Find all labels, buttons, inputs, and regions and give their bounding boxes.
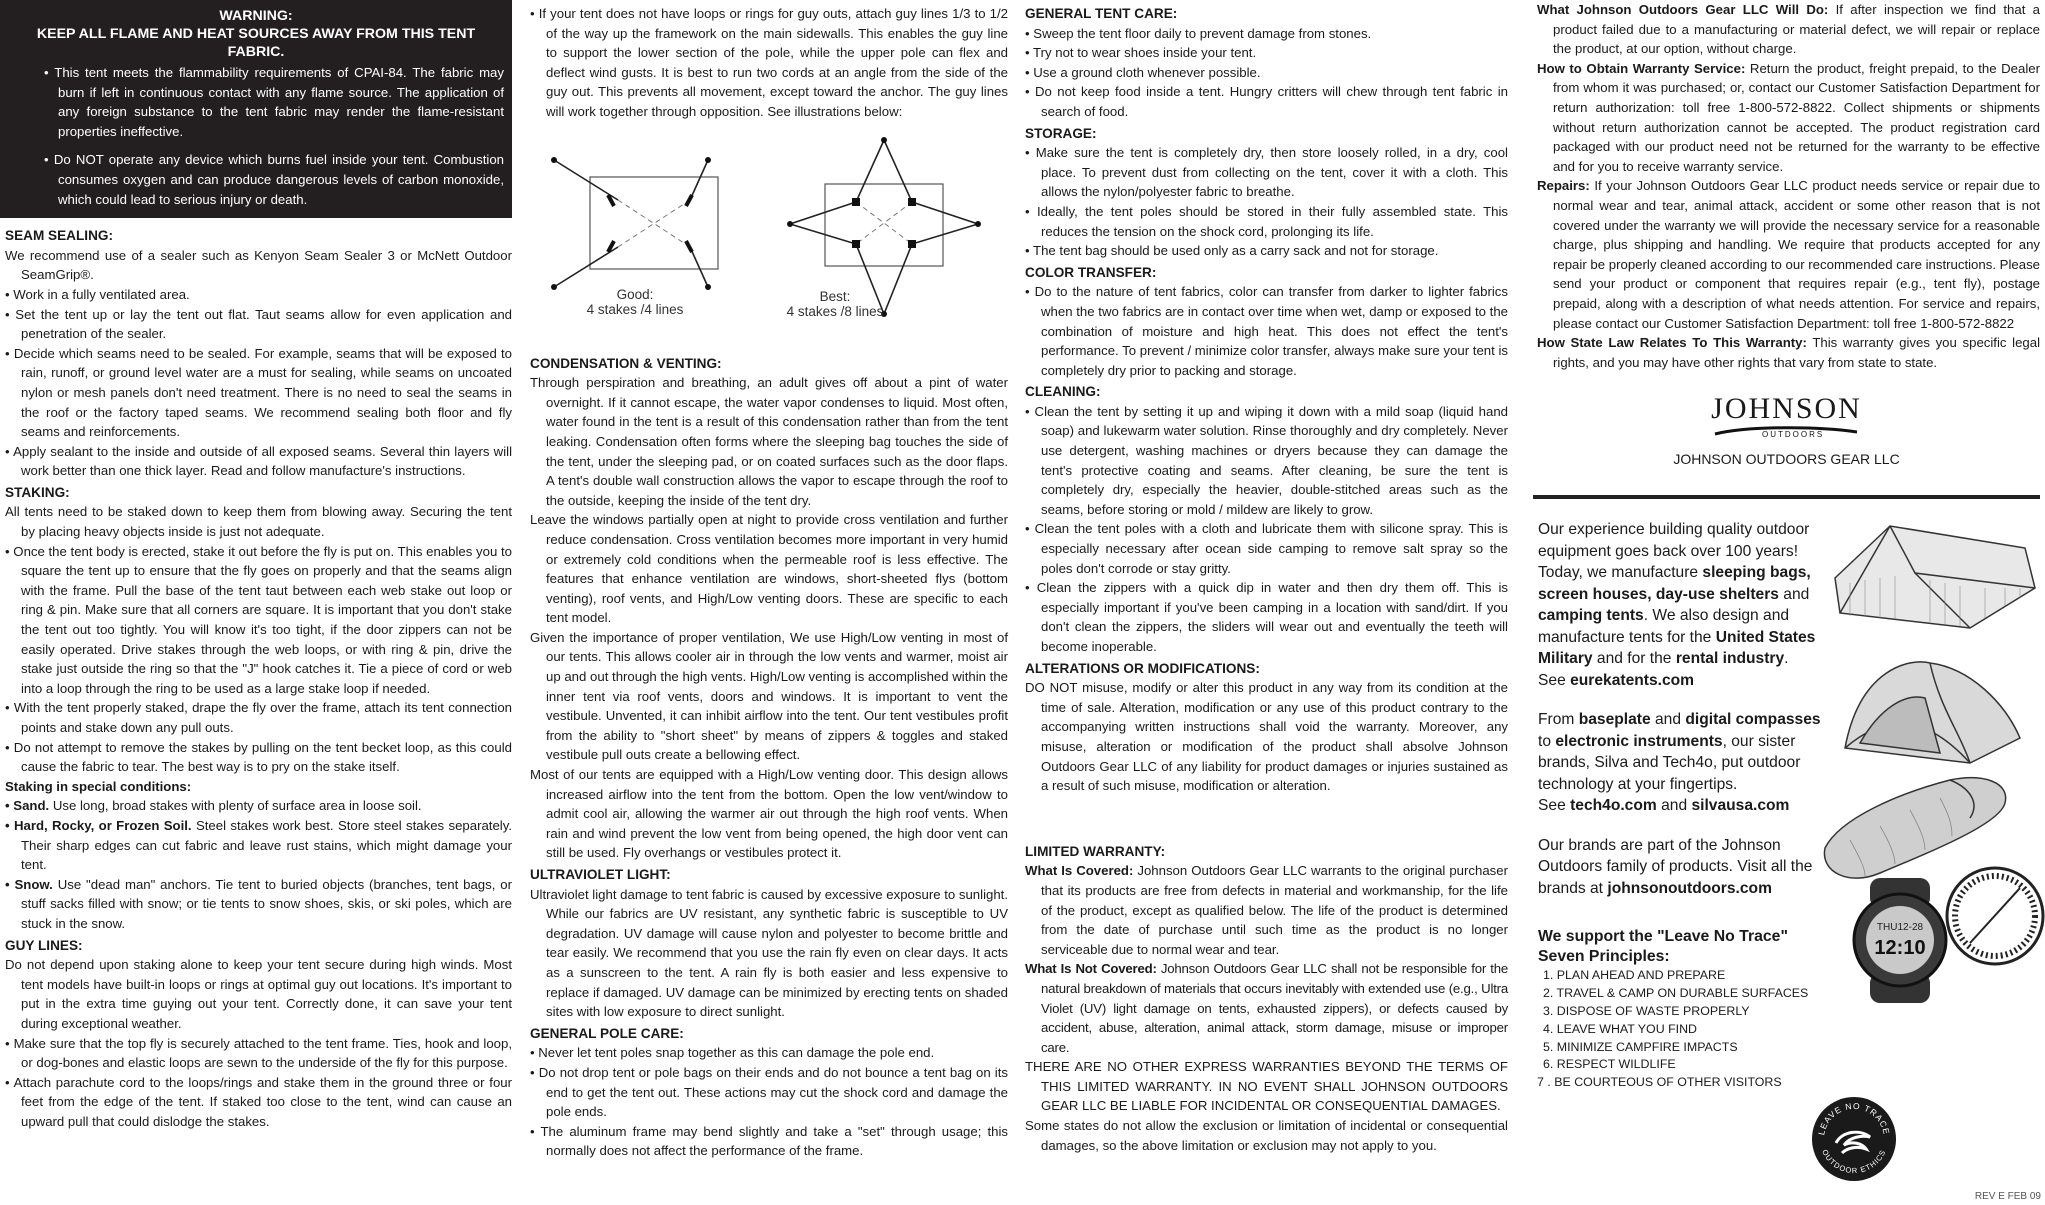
promo-text-span: Our brands are part of the Johnson Outdoors family of products. Visit all the brands at — [1538, 836, 1813, 897]
covered-label: What Is Covered: — [1025, 863, 1134, 879]
section-divider — [1533, 495, 2040, 499]
not-covered-text: Johnson Outdoors Gear LLC shall not be responsible for the natural breakdown of materials that occurs inevitably with extended use (e.g., Ultra Violet (UV) light damage on tents, exhausted zippers), or defects caused by accident, abuse, alteration, animal attack, storm damage, misuse or improper care. — [1041, 961, 1508, 1055]
good-caption — [570, 287, 700, 317]
warning-item: • This tent meets the flammability requirements of CPAI-84. The fabric may burn if left in continuous contact with any flame source. The application of any foreign substance to the tent fabric may render the flame-resistant properties ineffective. — [44, 65, 504, 139]
warning-subtitle: KEEP ALL FLAME AND HEAT SOURCES AWAY FROM THIS TENT FABRIC. — [36, 26, 476, 60]
dome-tent-icon — [1845, 662, 2020, 763]
staking-item: • Do not attempt to remove the stakes by pulling on the tent becket loop, as this could cause the fabric to tear. The best way is to pry on the stake itself. — [5, 739, 512, 775]
repairs-label: Repairs: — [1537, 178, 1590, 194]
lnt-item: 4. LEAVE WHAT YOU FIND — [1543, 1021, 1697, 1036]
cleaning-item: • Clean the tent poles with a cloth and lubricate them with silicone spray. This is especially necessary after ocean side camping to remove salt spray so the poles don't corrode or stay gritty. — [1025, 521, 1508, 576]
obtain-text: Return the product, freight prepaid, to the Dealer from whom it was purchased; or, contact our Customer Satisfaction Department for return authorization: toll free 1-800-572-8822. Collect shipments or shipments without return authorization cannot be accepted. The product registration card packaged with our product need not be returned for the warranty to be effective and for you to receive warranty service. — [1553, 60, 2040, 174]
seam-sealing-item: • Work in a fully ventilated area. — [5, 286, 190, 302]
good-caption-detail: 4 stakes /4 lines — [586, 301, 684, 317]
promo-text-span: Our experience building quality outdoor equipment goes back over 100 years! Today, we manufacture — [1538, 521, 1810, 582]
cleaning-item: • Clean the tent by setting it up and wiping it down with a mild soap (liquid hand soap) and lukewarm water solution. Rinse thoroughly and dry completely. Never use detergent, washing machines or dryers because they can damage the tent's protective coating and seams. After cleaning, be sure the tent is completely dry, especially the heavier, double-stitched areas such as the seams, before storing or mold / mildew are likely to grow. — [1025, 403, 1508, 517]
column-1 — [0, 0, 515, 1131]
will-do-text: If after inspection we find that a product failed due to a manufacturing or material defect, we will repair or replace the product, at our option, without charge. — [1553, 2, 2041, 57]
compass-icon — [1947, 868, 2043, 964]
promo-paragraph-2 — [1538, 709, 1828, 817]
tent-care-item: • Use a ground cloth whenever possible. — [1025, 64, 1261, 80]
seam-sealing-item: • Apply sealant to the inside and outside of all exposed seams. Several thin layers will work better than one thick layer. Read and follow manufacture's instructions. — [5, 443, 512, 479]
promo-text-span: From — [1538, 711, 1579, 729]
promo-bold: camping tents — [1538, 607, 1644, 625]
storage-heading: STORAGE: — [1025, 125, 1097, 141]
pole-care-item: • Do not drop tent or pole bags on their ends and do not bounce a tent bag on its end to get the tent out. These actions may cut the shock cord and damage the pole ends. — [530, 1064, 1008, 1120]
promo-text-span: See — [1538, 671, 1571, 689]
eurekatents-link[interactable]: eurekatents.com — [1570, 671, 1695, 689]
warning-item: • Do NOT operate any device which burns fuel inside your tent. Combustion consumes oxygen and can produce dangerous levels of carbon monoxide, which could lead to serious injury or death. — [44, 152, 504, 207]
guy-lines-item: • If your tent does not have loops or rings for guy outs, attach guy lines 1/3 to 1/2 of the way up the framework on the main sidewalls. This enables the guy line to support the lower section of the pole, while the upper pole can flex and deflect wind gusts. It is best to run two cords at an angle from the side of the guy out. This prevents all movement, except toward the anchor. The guy lines will work together through opposition. See illustrations below: — [530, 6, 1008, 119]
lnt-title-line: Seven Principles: — [1538, 948, 1670, 966]
promo-text-span: and for the — [1592, 650, 1676, 668]
column-2 — [530, 0, 1008, 1161]
promo-paragraph-1 — [1538, 519, 1828, 691]
guy-lines-intro: Do not depend upon staking alone to keep your tent secure during high winds. Most tent models have built-in loops or rings at optimal guy out locations. It's important to put in the extra time guying out your tent. Correctly done, it can save your tent during exceptional weather. — [5, 957, 512, 1031]
staking-snow — [5, 875, 512, 934]
lnt-item: 7 . BE COURTEOUS OF OTHER VISITORS — [1537, 1075, 1782, 1090]
seam-sealing-item: • Set the tent up or lay the tent out flat. Taut seams allow for even application and penetration of the sealer. — [5, 306, 512, 342]
cleaning-item: • Clean the zippers with a quick dip in water and then dry them off. This is especially important if you've been camping in a location with sand/dirt. If you don't clean the zippers, the sliders will wear out and eventually the teeth will become inoperable. — [1025, 580, 1508, 654]
promo-paragraph-3 — [1538, 835, 1828, 900]
condensation-para: Given the importance of proper ventilation, We use High/Low venting in most of our tents. This allows cooler air in through the low vents and warmer, moist air up and out through the high vents. High/Low venting is accomplished within the inner tent via roof vents, doors and windows. It is important to vent the vestibule. Unvented, it can inhibit airflow into the tent. Our tent vestibules profit from the ability to "short sheet" by means of zippers & toggles and staked vestibule pull outs create a bellowing effect. — [530, 629, 1008, 763]
warranty-repairs — [1537, 176, 2040, 333]
covered-text: Johnson Outdoors Gear LLC warrants to the original purchaser that its products are free from defects in material and workmanship, for the life of the product, except as qualified below. The life of the product is determined from the date of purchase until such time as the product is no longer serviceable due to normal wear and tear. — [1041, 863, 1508, 957]
pole-care-heading: GENERAL POLE CARE: — [530, 1025, 684, 1041]
not-covered-label: What Is Not Covered: — [1025, 961, 1157, 977]
staking-heading: STAKING: — [5, 484, 70, 500]
storage-item: • Make sure the tent is completely dry, then store loosely rolled, in a dry, cool place. To prevent dust from collecting on the tent, cover it with a cloth. This allows the nylon/polyester fabric to breathe. — [1025, 145, 1508, 200]
screen-house-icon — [1835, 526, 2035, 628]
best-caption-title: Best: — [819, 288, 851, 304]
warning-box — [0, 0, 512, 218]
pole-care-item: • The aluminum frame may bend slightly and take a "set" through usage; this normally does not affect the performance of the frame. — [530, 1123, 1008, 1159]
staking-item: • Once the tent body is erected, stake it out before the fly is put on. This enables you to square the tent up to ensure that the fly goes on properly and that the seams align with the frame. Pull the base of the tent taut between each web stake out loop or ring & pin. Make sure that all corners are square. It is important that you don't stake the tent out too tightly. You will know it's too tight, if the door zippers can not be easily operated. Drive stakes through the web loops, or with ring & pin, drive the stake just outside the ring so that the "J" hook catches it. Tie a piece of cord or web into a loop through the ring to be used as a large stake loop if needed. — [5, 543, 512, 696]
promo-bold: baseplate — [1578, 711, 1651, 729]
staking-item: • With the tent properly staked, drape the fly over the frame, attach its tent connection points and stake down any pull outs. — [5, 700, 512, 735]
lnt-item: 3. DISPOSE OF WASTE PROPERLY — [1543, 1004, 1750, 1019]
promo-text-span: and — [1656, 797, 1692, 815]
seam-sealing-item: • Decide which seams need to be sealed. For example, seams that will be exposed to rain, runoff, or ground level water are a must for sealing, while seams on uncoated nylon or mesh panels don't need treatment. There is no need to seal the seams in the roof or the factory taped seams. We recommend sealing both floor and fly seams and reinforcements. — [5, 345, 512, 440]
promo-text-span: and — [1650, 711, 1686, 729]
warranty-will-do — [1537, 0, 2040, 59]
promo-bold: sleeping bags, screen houses, day-use shelters — [1538, 564, 1811, 603]
storage-item: • Ideally, the tent poles should be stored in their fully assembled state. This reduces the tension on the shock cord, prolonging its life. — [1025, 203, 1508, 239]
uv-heading: ULTRAVIOLET LIGHT: — [530, 867, 671, 882]
watch-icon — [1854, 878, 1946, 1003]
promo-text-span: to — [1538, 732, 1556, 750]
sand-text: Use long, broad stakes with plenty of surface area in loose soil. — [49, 798, 422, 814]
tent-care-item: • Do not keep food inside a tent. Hungry critters will chew through tent fabric in search of food. — [1025, 84, 1508, 119]
promo-text-span: See — [1538, 797, 1571, 815]
tech4o-link[interactable]: tech4o.com — [1570, 797, 1657, 815]
warning-title: WARNING: — [219, 8, 293, 24]
promo-bold: rental industry — [1675, 650, 1785, 668]
lnt-item: 5. MINIMIZE CAMPFIRE IMPACTS — [1543, 1039, 1738, 1054]
pole-care-item: • Never let tent poles snap together as this can damage the pole end. — [530, 1045, 935, 1061]
guy-line-diagrams — [530, 122, 1008, 352]
revision-label: REV E FEB 09 — [1974, 1191, 2041, 1202]
johnson-outdoors-logo — [1533, 394, 2040, 469]
company-name: JOHNSON OUTDOORS GEAR LLC — [1673, 450, 1900, 467]
rocky-text: Steel stakes work best. Store steel stakes separately. Their sharp edges can cut fabric and leave rust stains, which might damage your tent. — [21, 817, 512, 873]
watch-date — [1877, 922, 1924, 933]
sand-label: • Sand. — [5, 798, 50, 814]
promo-text-span: and — [1778, 585, 1810, 603]
promo-bold: United States Military — [1538, 628, 1816, 668]
rocky-label: • Hard, Rocky, or Frozen Soil. — [5, 817, 192, 833]
warranty-obtain — [1537, 59, 2040, 177]
watch-time: 12:10 — [1874, 937, 1926, 959]
promo-bold: electronic instruments — [1555, 732, 1723, 750]
product-illustrations — [1820, 518, 2045, 1008]
badge-bottom-textpath: OUTDOOR ETHICS — [1820, 1147, 1888, 1176]
staking-rocky — [5, 816, 512, 875]
warranty-state-law — [1537, 333, 2040, 372]
warranty-heading: LIMITED WARRANTY: — [1025, 843, 1166, 859]
best-caption-detail: 4 stakes /8 lines — [786, 303, 884, 319]
tent-care-heading: GENERAL TENT CARE: — [1025, 6, 1178, 21]
staking-intro: All tents need to be staked down to keep them from blowing away. Securing the tent by placing heavy objects inside is just not adequate. — [5, 504, 512, 540]
logo-swoosh-icon — [1707, 424, 1867, 440]
snow-label: • Snow. — [5, 876, 53, 892]
watch-date-text: 12-28 — [1897, 922, 1924, 933]
silvausa-link[interactable]: silvausa.com — [1691, 797, 1790, 815]
johnsonoutdoors-link[interactable]: johnsonoutdoors.com — [1607, 879, 1772, 897]
state-law-text: This warranty gives you specific legal rights, and you may have other rights that vary from state to state. — [1553, 335, 2041, 370]
logo-subword: OUTDOORS — [1761, 430, 1824, 440]
color-transfer-item: • Do to the nature of tent fabrics, color can transfer from darker to lighter fabrics when the two fabrics are in contact over time when wet, damp or exposed to the combination of moisture and high heat. This does not effect the tent's performance. To prevent / minimize color transfer, always make sure your tent is completely dry prior to packing and storage. — [1025, 284, 1508, 378]
staking-sand — [5, 796, 512, 816]
repairs-text: If your Johnson Outdoors Gear LLC product needs service or repair due to normal wear and tear, animal attack, accident or some other reason that is not covered under the warranty we will provide the necessary service for a reasonable charge, plus shipping and handling. We require that products accepted for any repair be properly cleaned according to our recommended care instructions. Please send your product or component that requires repair (e.g., tent fly), postage prepaid, along with a description of what needs attention. For service and repairs, please contact our Customer Satisfaction Department: toll free 1-800-572-8822 — [1553, 178, 2040, 331]
lnt-item: 1. PLAN AHEAD AND PREPARE — [1543, 968, 1726, 983]
lnt-item: 6. RESPECT WILDLIFE — [1543, 1057, 1676, 1072]
logo-wordmark: JOHNSON — [1711, 392, 1862, 426]
snow-text: Use "dead man" anchors. Tie tent to buried objects (branches, tent bags, or stuff sacks filled with snow; or tie tents to snow shoes, skis, or ski poles, which are stuck in the snow. — [21, 876, 512, 931]
color-transfer-heading: COLOR TRANSFER: — [1025, 264, 1157, 280]
cleaning-heading: CLEANING: — [1025, 384, 1101, 400]
lnt-title-line: We support the "Leave No Trace" — [1538, 928, 1788, 946]
alterations-text: DO NOT misuse, modify or alter this product in any way from its condition at the time of sale. Alteration, modification or any use of this product contrary to the accompanying written instructions shall void the warranty. Moreover, any misuse, alteration or modification of the product shall absolve Johnson Outdoors Gear LLC of any liability for product damages or injuries sustained as a result of such misuse, modification or alteration. — [1025, 680, 1508, 794]
guy-lines-heading: GUY LINES: — [5, 937, 83, 953]
guy-lines-item: • Attach parachute cord to the loops/rings and stake them in the ground three or four feet from the edge of the tent. If staked too close to the tent, wind can cause an upward pull that could dislodge the stakes. — [5, 1074, 512, 1129]
good-caption-title: Good: — [616, 286, 654, 302]
state-law-label: How State Law Relates To This Warranty: — [1537, 335, 1807, 351]
guy-lines-item: • Make sure that the top fly is securely attached to the tent frame. Ties, hook and loop, or dog-bones and elastic loops are sewn to the underside of the fly for this purpose. — [5, 1035, 512, 1071]
promo-text-span: , our sister brands, Silva and Tech4o, put outdoor technology at your fingertips. — [1538, 732, 1801, 793]
promo-text — [1538, 519, 1828, 899]
sleeping-bag-icon — [1824, 778, 2005, 878]
obtain-label: How to Obtain Warranty Service: — [1537, 60, 1746, 76]
condensation-para: Through perspiration and breathing, an adult gives off about a pint of water overnight. If it cannot escape, the water vapor condenses to liquid. Most often, water found in the tent is a result of this condensation rather than from the tent leaking. Condensation often forms where the sleeping bag touches the side of the tent, under the sleeping pad, or on coated surfaces such as the door flaps. A tent's double wall construction allows the vapor to escape through the roof to the outside, keeping the inside of the tent dry. — [530, 375, 1008, 508]
best-caption — [765, 289, 905, 319]
warranty-covered — [1025, 861, 1508, 959]
seam-sealing-heading: SEAM SEALING: — [5, 228, 113, 244]
lnt-item: 2. TRAVEL & CAMP ON DURABLE SURFACES — [1543, 986, 1809, 1001]
warranty-not-covered — [1025, 959, 1508, 1057]
condensation-heading: CONDENSATION & VENTING: — [530, 355, 722, 371]
storage-item: • The tent bag should be used only as a carry sack and not for storage. — [1025, 243, 1439, 259]
leave-no-trace-badge — [1810, 1095, 1898, 1183]
column-3 — [1025, 0, 1508, 1155]
promo-text-span: . We also design and manufacture tents for the — [1538, 607, 1790, 646]
staking-special-heading: Staking in special conditions: — [5, 778, 192, 794]
condensation-para: Leave the windows partially open at night to provide cross ventilation and further reduce condensation. Cross ventilation becomes more important in very humid or extremely cold conditions when the permeable roof is less effective. The features that enhance ventilation are windows, short-sheeted flys (bottom venting), roof vents, and High/Low venting doors. These are specific to each tent model. — [530, 512, 1008, 626]
uv-text: Ultraviolet light damage to tent fabric is caused by excessive exposure to sunlight. While our fabrics are UV resistant, any synthetic fabric is susceptible to UV degradation. UV damage will cause nylon and polyester to become brittle and tear easily. We recommend that you use the rain fly even on clear days. It acts as a sunscreen to the tent. A rain fly is both easier and less expensive to replace if damaged. UV damage can be minimized by erecting tents on shaded sites with low exposure to direct sunlight. — [530, 886, 1008, 1020]
tent-care-item: • Try not to wear shoes inside your tent. — [1025, 45, 1257, 61]
seam-sealing-intro: We recommend use of a sealer such as Kenyon Seam Sealer 3 or McNett Outdoor SeamGrip®. — [5, 247, 512, 283]
condensation-para: Most of our tents are equipped with a High/Low venting door. This design allows increased airflow into the tent from the bottom. Open the low vent/window to admit cool air, allowing the warmer air out through the high roof vents. When rain and wind prevent the low vent from being opened, the high door vent can still be used. Fly overhangs or vestibules protect it. — [530, 767, 1008, 861]
will-do-label: What Johnson Outdoors Gear LLC Will Do: — [1537, 2, 1829, 17]
alterations-heading: ALTERATIONS OR MODIFICATIONS: — [1025, 660, 1260, 676]
promo-bold: digital compasses — [1685, 711, 1821, 729]
badge-top-textpath: LEAVE NO TRACE — [1816, 1100, 1892, 1136]
promo-text-span: . — [1784, 650, 1789, 668]
warranty-caps: THERE ARE NO OTHER EXPRESS WARRANTIES BEYOND THE TERMS OF THIS LIMITED WARRANTY. IN NO EVENT SHALL JOHNSON OUTDOORS GEAR LLC BE LIABLE FOR INCIDENTAL OR CONSEQUENTIAL DAMAGES. — [1025, 1059, 1508, 1114]
tent-care-item: • Sweep the tent floor daily to prevent damage from stones. — [1025, 25, 1372, 41]
warranty-states: Some states do not allow the exclusion or limitation of incidental or consequential damages, so the above limitation or exclusion may not apply to you. — [1025, 1118, 1508, 1153]
watch-day-text: THU — [1876, 922, 1898, 933]
